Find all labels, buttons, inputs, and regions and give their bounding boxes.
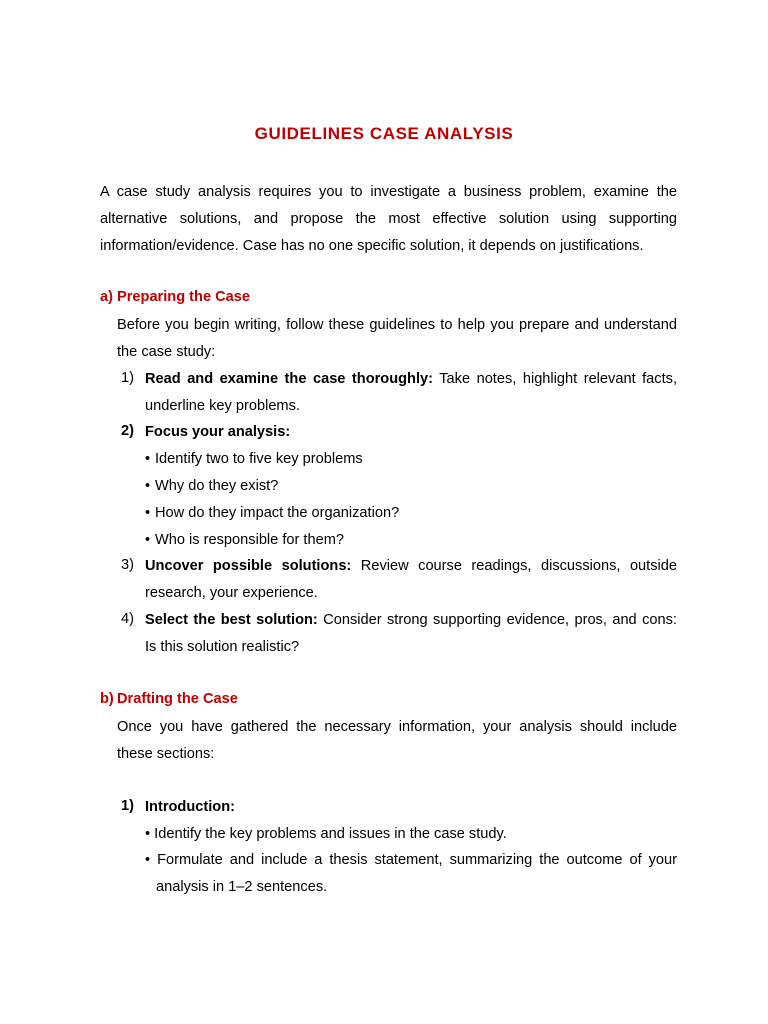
bullet-icon: • (145, 826, 151, 842)
intro-step-bold: Introduction: (145, 799, 235, 815)
step-1-text: Take notes, highlight relevant facts, underline key problems. (145, 371, 678, 414)
intro-bullet-text: Identify the key problems and issues in the case study. (154, 826, 507, 842)
intro-bullet-text: Formulate and include a thesis statement, summarizing the outcome of your analysis in 1–2 sentences. (156, 852, 677, 895)
bullet-icon: • (145, 478, 151, 494)
intro-bullet (145, 847, 677, 901)
section-a-lead: Before you begin writing, follow these guidelines to help you prepare and understand the case study: (117, 317, 677, 360)
focus-bullet-text: Why do they exist? (155, 478, 279, 494)
step-4-text: Consider strong supporting evidence, pros, and cons: Is this solution realistic? (145, 612, 677, 655)
focus-bullet (145, 473, 677, 500)
step-2-bold: Focus your analysis: (145, 424, 291, 440)
bullet-icon: • (145, 532, 151, 548)
focus-bullet-text: Who is responsible for them? (155, 532, 344, 548)
focus-bullet-text: Identify two to five key problems (155, 451, 363, 467)
section-a-title: Preparing the Case (117, 289, 251, 305)
step-3-text: Review course readings, discussions, outside research, your experience. (145, 558, 677, 601)
section-a-heading (100, 289, 250, 305)
bullet-icon: • (145, 451, 151, 467)
focus-bullet-text: How do they impact the organization? (155, 505, 400, 521)
focus-bullet (145, 446, 677, 473)
step-2-number: 2) (121, 423, 134, 439)
step-1-number: 1) (121, 370, 134, 386)
section-b-lead: Once you have gathered the necessary information, your analysis should include these sections: (117, 719, 677, 762)
step-2 (145, 419, 677, 446)
bullet-icon: • (145, 852, 151, 868)
step-4-bold: Select the best solution: (145, 612, 318, 628)
section-b-title: Drafting the Case (117, 691, 238, 707)
section-a-label: a) (100, 289, 113, 305)
step-1 (145, 366, 677, 420)
intro-step-number: 1) (121, 798, 134, 814)
section-b-heading (100, 691, 238, 707)
intro-bullet (145, 821, 677, 848)
step-4 (145, 607, 677, 661)
step-4-number: 4) (121, 611, 134, 627)
step-1-bold: Read and examine the case thoroughly: (145, 371, 433, 387)
section-b-label: b) (100, 691, 114, 707)
step-3-number: 3) (121, 557, 134, 573)
document-title: GUIDELINES CASE ANALYSIS (254, 124, 514, 143)
intro-paragraph: A case study analysis requires you to investigate a business problem, examine the alternative solutions, and propose the most effective solution using supporting information/evidence. Case has no one specific solution, it depends on justifications. (100, 184, 677, 254)
bullet-icon: • (145, 505, 151, 521)
focus-bullet (145, 500, 677, 527)
intro-step (145, 794, 677, 821)
step-3-bold: Uncover possible solutions: (145, 558, 352, 574)
focus-bullet (145, 527, 677, 554)
step-3 (145, 553, 677, 607)
